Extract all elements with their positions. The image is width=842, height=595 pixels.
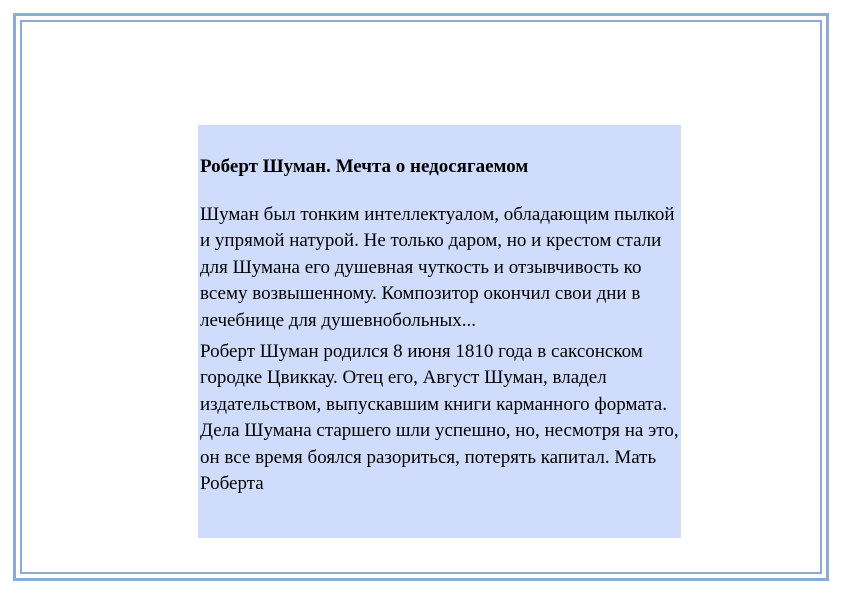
text-box [198,125,681,538]
paragraph-intro: Шуман был тонким интеллектуалом, обладающим пылкой и упрямой натурой. Не только даром, но и крестом стали для Шумана его душевная чуткость и отзывчивость ко всему возвышенному. Композитор окончил свои дни в лечебнице для душевнобольных... [200,204,675,331]
paragraph-biography: Роберт Шуман родился 8 июня 1810 года в саксонском городке Цвиккау. Отец его, Август Шуман, владел издательством, выпускавшим книги карманного формата. Дела Шумана старшего шли успешно, но, несмотря на это, он все время боялся разориться, потерять капитал. Мать Роберта [200,341,679,495]
document-title: Роберт Шуман. Мечта о недосягаемом [200,156,529,177]
